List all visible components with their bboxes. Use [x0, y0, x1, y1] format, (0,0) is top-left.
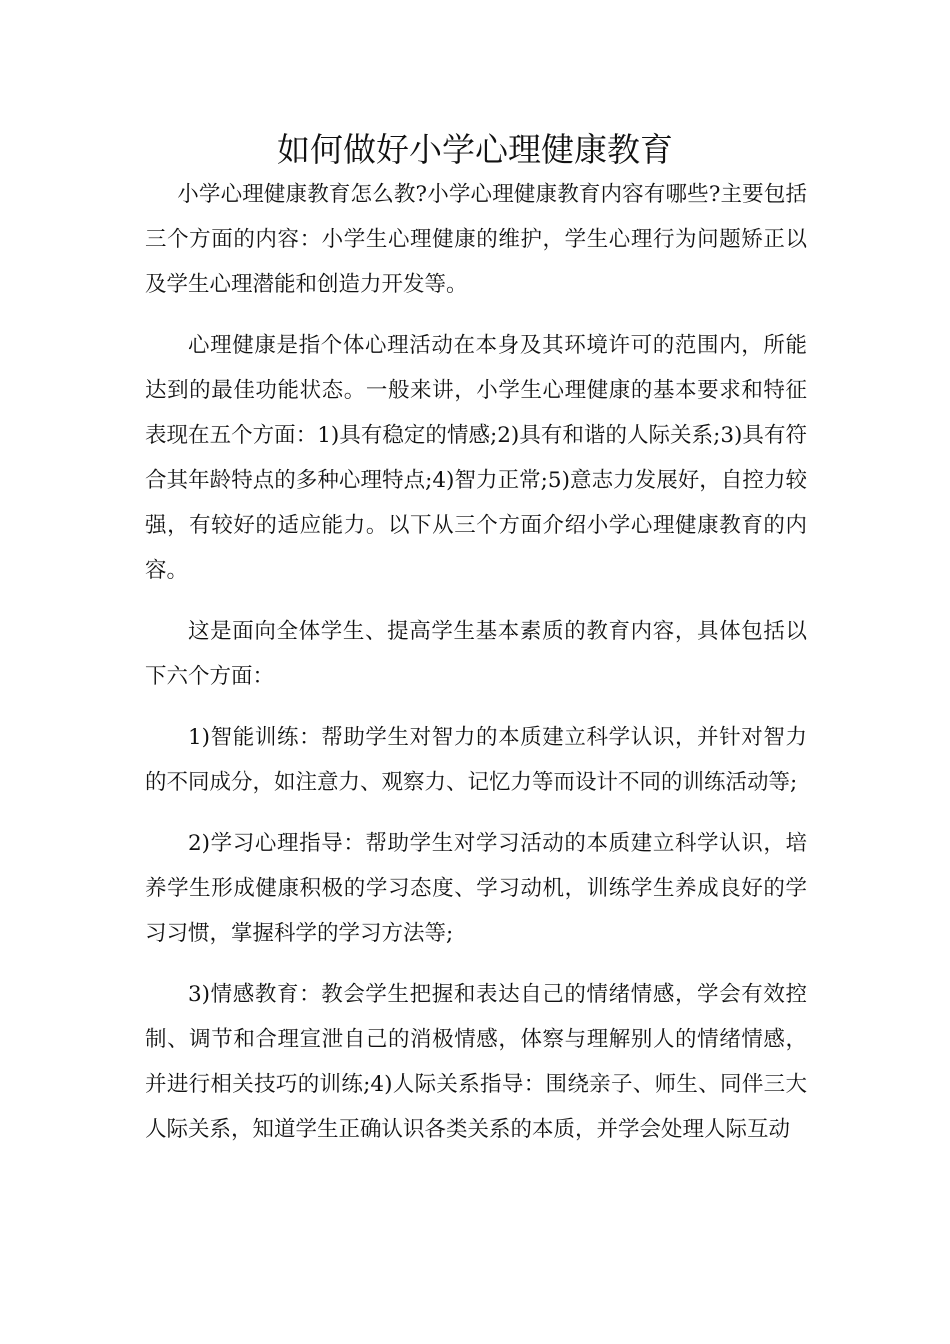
- paragraph-definition: 心理健康是指个体心理活动在本身及其环境许可的范围内，所能达到的最佳功能状态。一般来讲，小学生心理健康的基本要求和特征表现在五个方面：1)具有稳定的情感;2)具有和谐的人际关系;3)具有符合其年龄特点的多种心理特点;4)智力正常;5)意志力发展好，自控力较强，有较好的适应能力。以下从三个方面介绍小学心理健康教育的内容。: [145, 333, 807, 583]
- document-body: [145, 172, 807, 1152]
- paragraph-item-1: 1)智能训练：帮助学生对智力的本质建立科学认识，并针对智力的不同成分，如注意力、观察力、记忆力等而设计不同的训练活动等;: [145, 725, 807, 795]
- paragraph-overview: 这是面向全体学生、提高学生基本素质的教育内容，具体包括以下六个方面：: [145, 619, 807, 689]
- paragraph-intro: 小学心理健康教育怎么教?小学心理健康教育内容有哪些?主要包括三个方面的内容：小学生心理健康的维护，学生心理行为问题矫正以及学生心理潜能和创造力开发等。: [145, 182, 807, 297]
- paragraph-item-2: 2)学习心理指导：帮助学生对学习活动的本质建立科学认识，培养学生形成健康积极的学习态度、学习动机，训练学生养成良好的学习习惯，掌握科学的学习方法等;: [145, 831, 807, 946]
- paragraph-item-3-4: 3)情感教育：教会学生把握和表达自己的情绪情感，学会有效控制、调节和合理宣泄自己的消极情感，体察与理解别人的情绪情感，并进行相关技巧的训练;4)人际关系指导：围绕亲子、师生、同伴三大人际关系，知道学生正确认识各类关系的本质，并学会处理人际互动: [145, 982, 807, 1142]
- document-title: 如何做好小学心理健康教育: [277, 130, 673, 169]
